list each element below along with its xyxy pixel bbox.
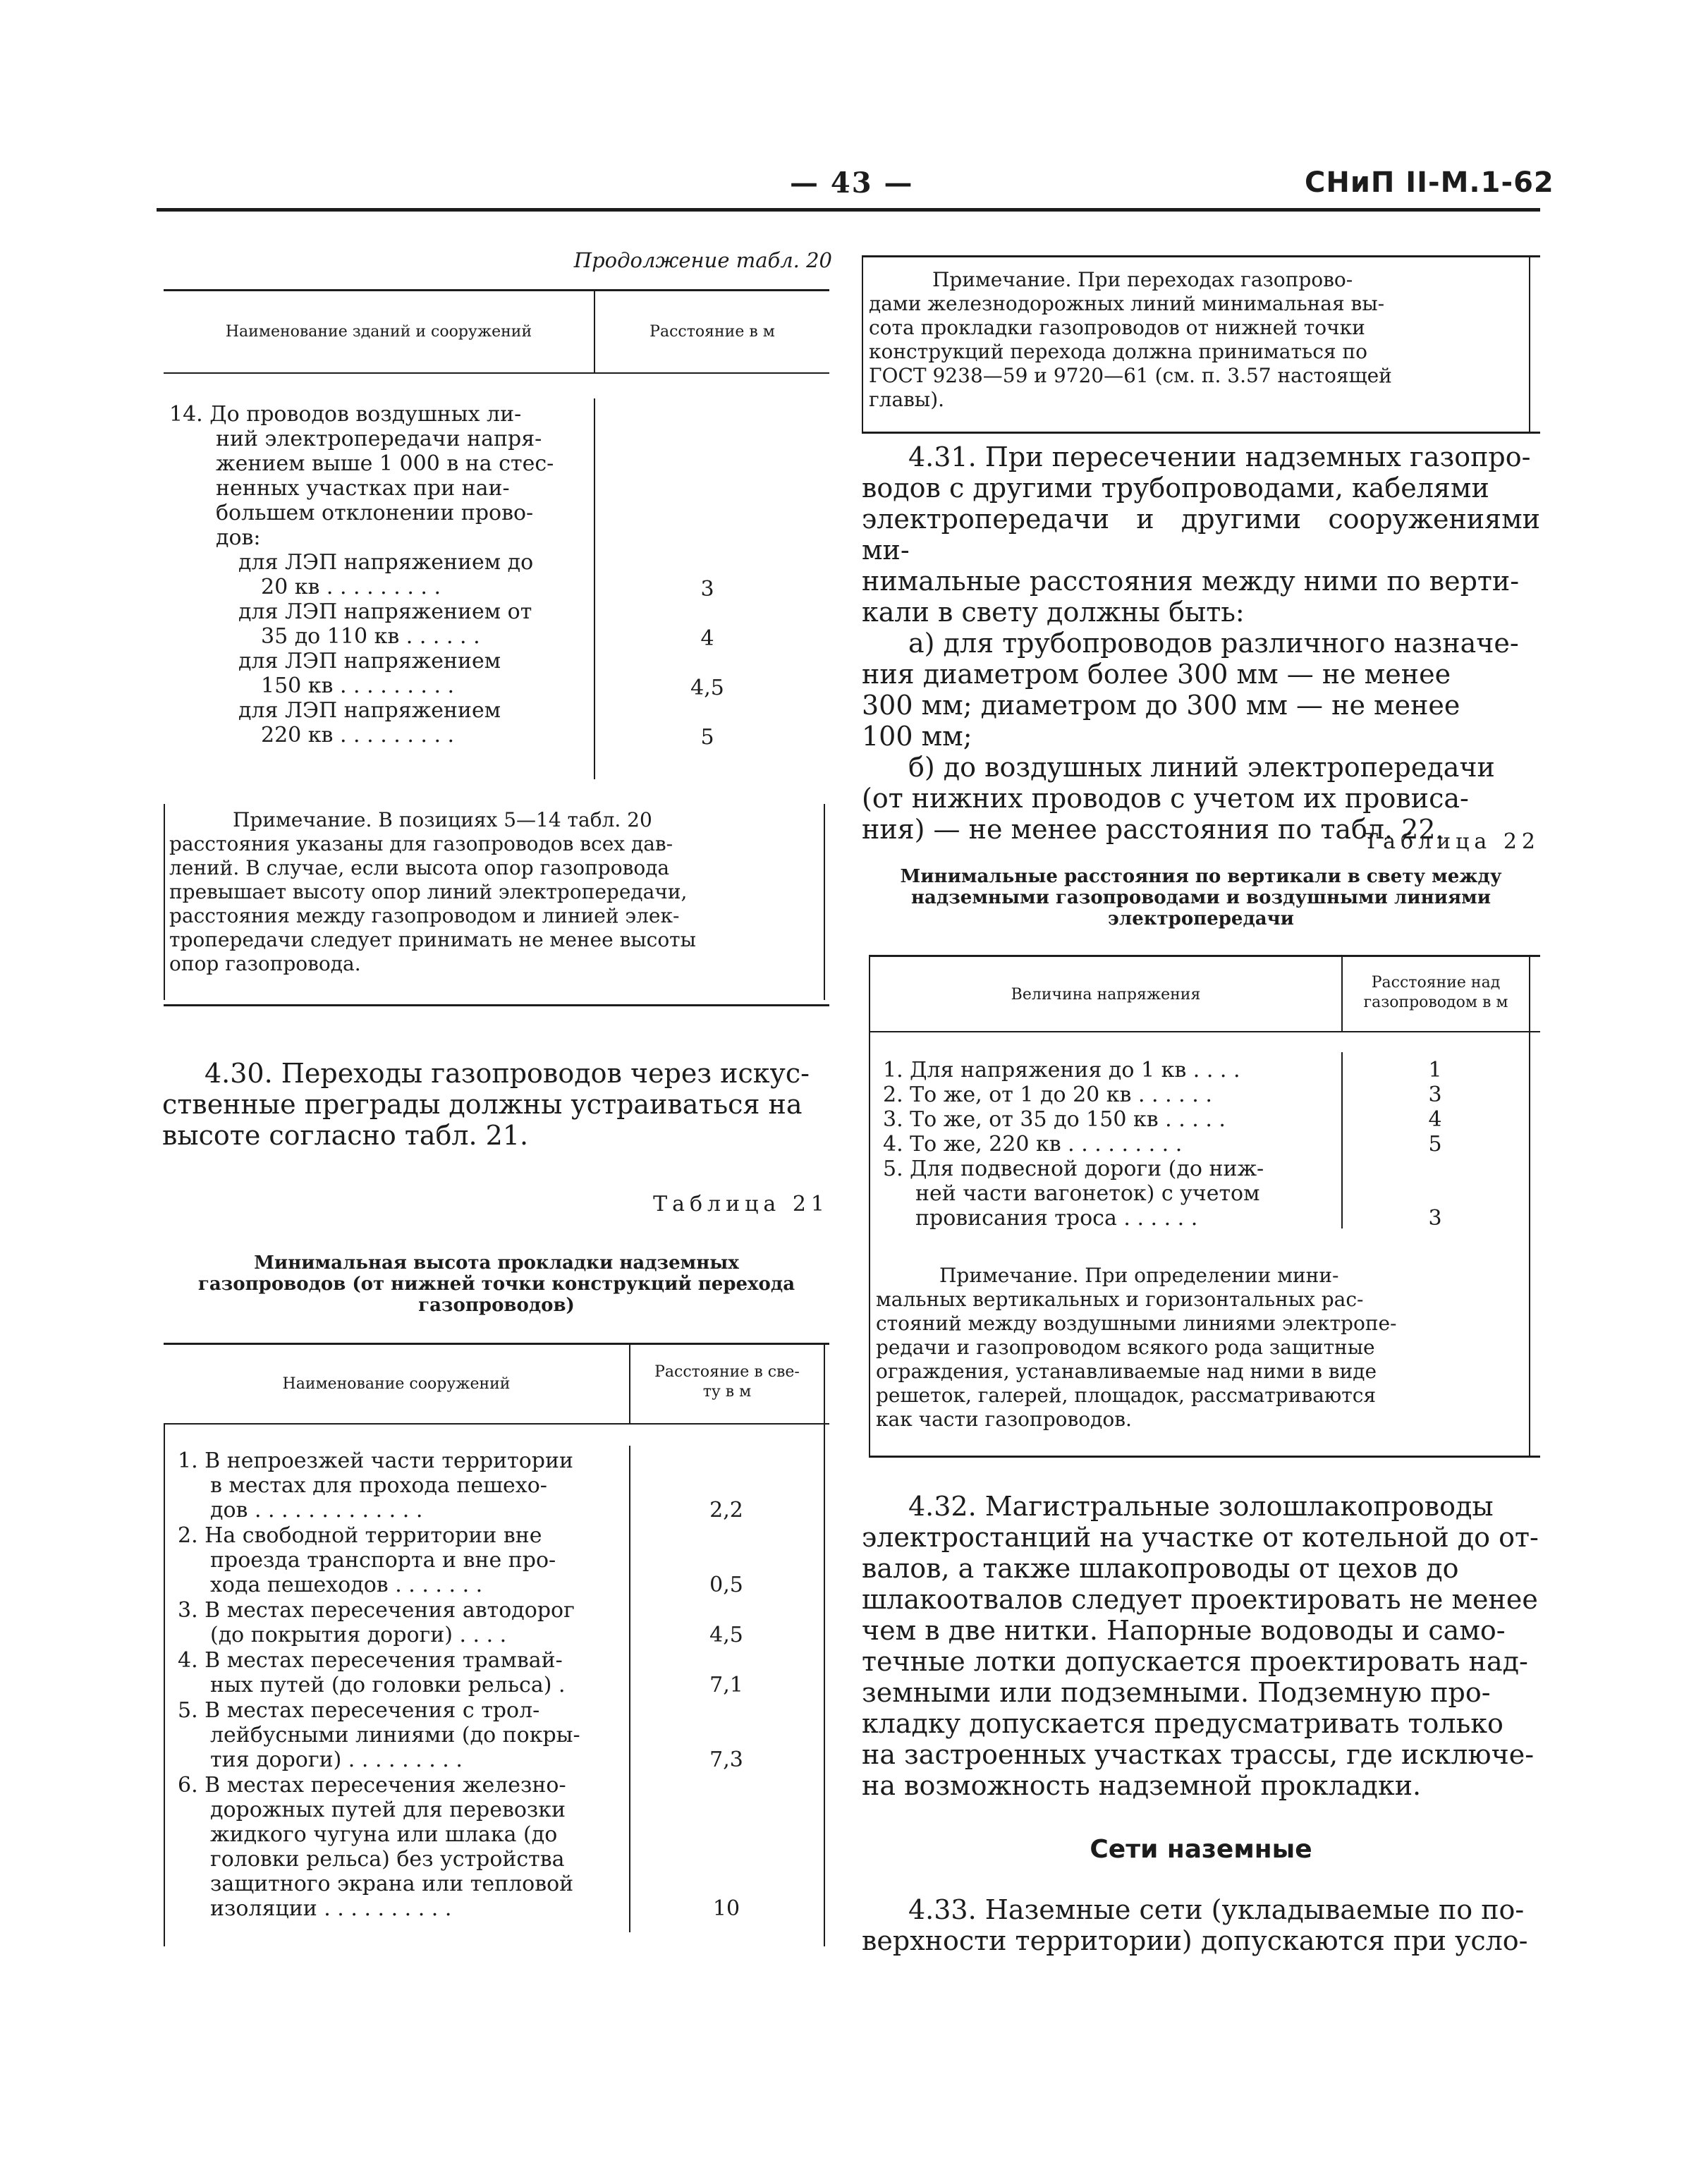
table20-note: Примечание. В позициях 5—14 табл. 20 расстояния указаны для газопроводов всех дав- лений. В случае, если высота опор газопровода превышает высоту опор линий электропередачи, расстояния между газопроводом и линией элек- тропередачи следует принимать не менее высоты опор газопровода. xyxy=(169,808,696,975)
table20-col2-header: Расстояние в м xyxy=(649,323,775,341)
table20-value: 4,5 xyxy=(690,676,724,700)
table21-col2-header: Расстояние в све- ту в м xyxy=(654,1363,800,1401)
table21-row: 5. В местах пересечения с трол- лейбусными линиями (до покры- тия дороги) . . . . . . . . . xyxy=(178,1698,580,1772)
table22-row: 4. То же, 220 кв . . . . . . . . . xyxy=(883,1132,1183,1157)
table21-row: 1. В непроезжей части территории в местах для прохода пешехо- дов . . . . . . . . . . . . . xyxy=(178,1449,574,1523)
table21-col1-header: Наименование сооружений xyxy=(282,1375,511,1393)
table22-note: Примечание. При определении мини- мальных вертикальных и горизонтальных рас- стояний между воздушными линиями электропе- редачи и газопроводом всякого рода защитные ограждения, устанавливаемые над ними в виде решеток, галерей, площадок, рассматриваются как части газопроводов. xyxy=(876,1264,1397,1431)
table21-label: Таблица 21 xyxy=(653,1192,829,1216)
paragraph-4-30: 4.30. Переходы газопроводов через искус- xyxy=(205,1058,810,1089)
table21-value: 10 xyxy=(712,1896,740,1921)
table20-subrow: для ЛЭП напряжением 150 кв . . . . . . . . . xyxy=(238,649,501,698)
table22-row: 1. Для напряжения до 1 кв . . . . xyxy=(883,1058,1240,1082)
table21-value: 7,3 xyxy=(709,1748,743,1772)
note-box-text: Примечание. При переходах газопрово- дами железнодорожных линий минимальная вы- сота прокладки газопроводов от нижней точки конструкций перехода должна приниматься по ГОСТ 9238—59 и 9720—61 (см. п. 3.57 настоящей главы). xyxy=(869,268,1392,411)
table20-value: 3 xyxy=(700,577,714,602)
table21-caption: Минимальная высота прокладки надземных газопроводов (от нижней точки конструкций перехода газопроводов) xyxy=(197,1252,795,1316)
table21-row: 6. В местах пересечения железно- дорожных путей для перевозки жидкого чугуна или шлака (до головки рельса) без устройства защитного экрана или тепловой изоляции . . . . . . . . . . xyxy=(178,1773,574,1921)
table22-value: 3 xyxy=(1428,1082,1442,1107)
paragraph-4-32: 4.32. Магистральные золошлакопроводы электростанций на участке от котельной до от- валов, а также шлакопроводы от цехов до шлакоотвалов следует проектировать не менее чем в две нитки. Напорные водоводы и само- течные лотки допускается проектировать над- земными или подземными. Подземную про- кладку допускается предусматривать только на застроенных участках трассы, где исключе- на возможность надземной прокладки. xyxy=(862,1491,1539,1801)
table22-col1-header: Величина напряжения xyxy=(1011,986,1201,1004)
page-number: — 43 — xyxy=(790,166,914,200)
table22-label: Таблица 22 xyxy=(1364,829,1540,854)
table-continuation-label: Продолжение табл. 20 xyxy=(573,248,832,272)
table20-item14: 14. До проводов воздушных ли- ний электропередачи напря- жением выше 1 000 в на стес- ненных участках при наи- большем отклонении прово- дов: xyxy=(169,402,554,550)
table22-row: ней части вагонеток) с учетом xyxy=(915,1181,1260,1206)
table21-row: 2. На свободной территории вне проезда транспорта и вне про- хода пешеходов . . . . . . . xyxy=(178,1523,556,1597)
table21-value: 2,2 xyxy=(709,1498,743,1523)
table22-value: 1 xyxy=(1428,1058,1442,1082)
table22-row: 3. То же, от 35 до 150 кв . . . . . xyxy=(883,1107,1226,1132)
document-code: СНиП II-М.1-62 xyxy=(1305,166,1554,199)
section-title: Сети наземные xyxy=(1090,1835,1312,1864)
paragraph-4-30-cont: ственные преграды должны устраиваться на высоте согласно табл. 21. xyxy=(162,1089,803,1151)
table22-value: 4 xyxy=(1428,1107,1442,1132)
paragraph-4-31: 4.31. При пересечении надземных газопро- водов с другими трубопроводами, кабелями электропередачи и другими сооружениями ми- нимальные расстояния между ними по верти- кали в свету должны быть: а) для трубопроводов различного назначе- ния диаметром более 300 мм — не менее 300 мм; диаметром до 300 мм — не менее 100 мм; б) до воздушных линий электропередачи (от нижних проводов с учетом их провиса- ния) — не менее расстояния по табл. 22. xyxy=(862,441,1540,845)
table20-value: 5 xyxy=(700,725,714,750)
table21-value: 7,1 xyxy=(709,1673,743,1697)
table21-row: 3. В местах пересечения автодорог (до покрытия дороги) . . . . xyxy=(178,1598,575,1647)
table22-row: провисания троса . . . . . . xyxy=(915,1206,1198,1231)
table22-caption: Минимальные расстояния по вертикали в свету между надземными газопроводами и воздушными линиями электропередачи xyxy=(900,866,1502,929)
table22-row: 5. Для подвесной дороги (до ниж- xyxy=(883,1157,1264,1181)
table20-col1-header: Наименование зданий и сооружений xyxy=(225,323,532,341)
table22-col2-header: Расстояние над газопроводом в м xyxy=(1363,974,1508,1011)
header-rule xyxy=(157,208,1540,212)
table20-subrow: для ЛЭП напряжением от 35 до 110 кв . . . . . . xyxy=(238,599,532,649)
table20-subrow: для ЛЭП напряжением до 20 кв . . . . . . . . . xyxy=(238,550,534,599)
table22-value: 3 xyxy=(1428,1206,1442,1231)
table20-subrow: для ЛЭП напряжением 220 кв . . . . . . . . . xyxy=(238,698,501,748)
table21-value: 0,5 xyxy=(709,1573,743,1597)
table22-value: 5 xyxy=(1428,1132,1442,1157)
table21-value: 4,5 xyxy=(709,1623,743,1647)
table22-row: 2. То же, от 1 до 20 кв . . . . . . xyxy=(883,1082,1212,1107)
paragraph-4-33: 4.33. Наземные сети (укладываемые по по- верхности территории) допускаются при усло- xyxy=(862,1894,1528,1956)
table20-value: 4 xyxy=(700,626,714,651)
table21-row: 4. В местах пересечения трамвай- ных путей (до головки рельса) . xyxy=(178,1648,566,1697)
